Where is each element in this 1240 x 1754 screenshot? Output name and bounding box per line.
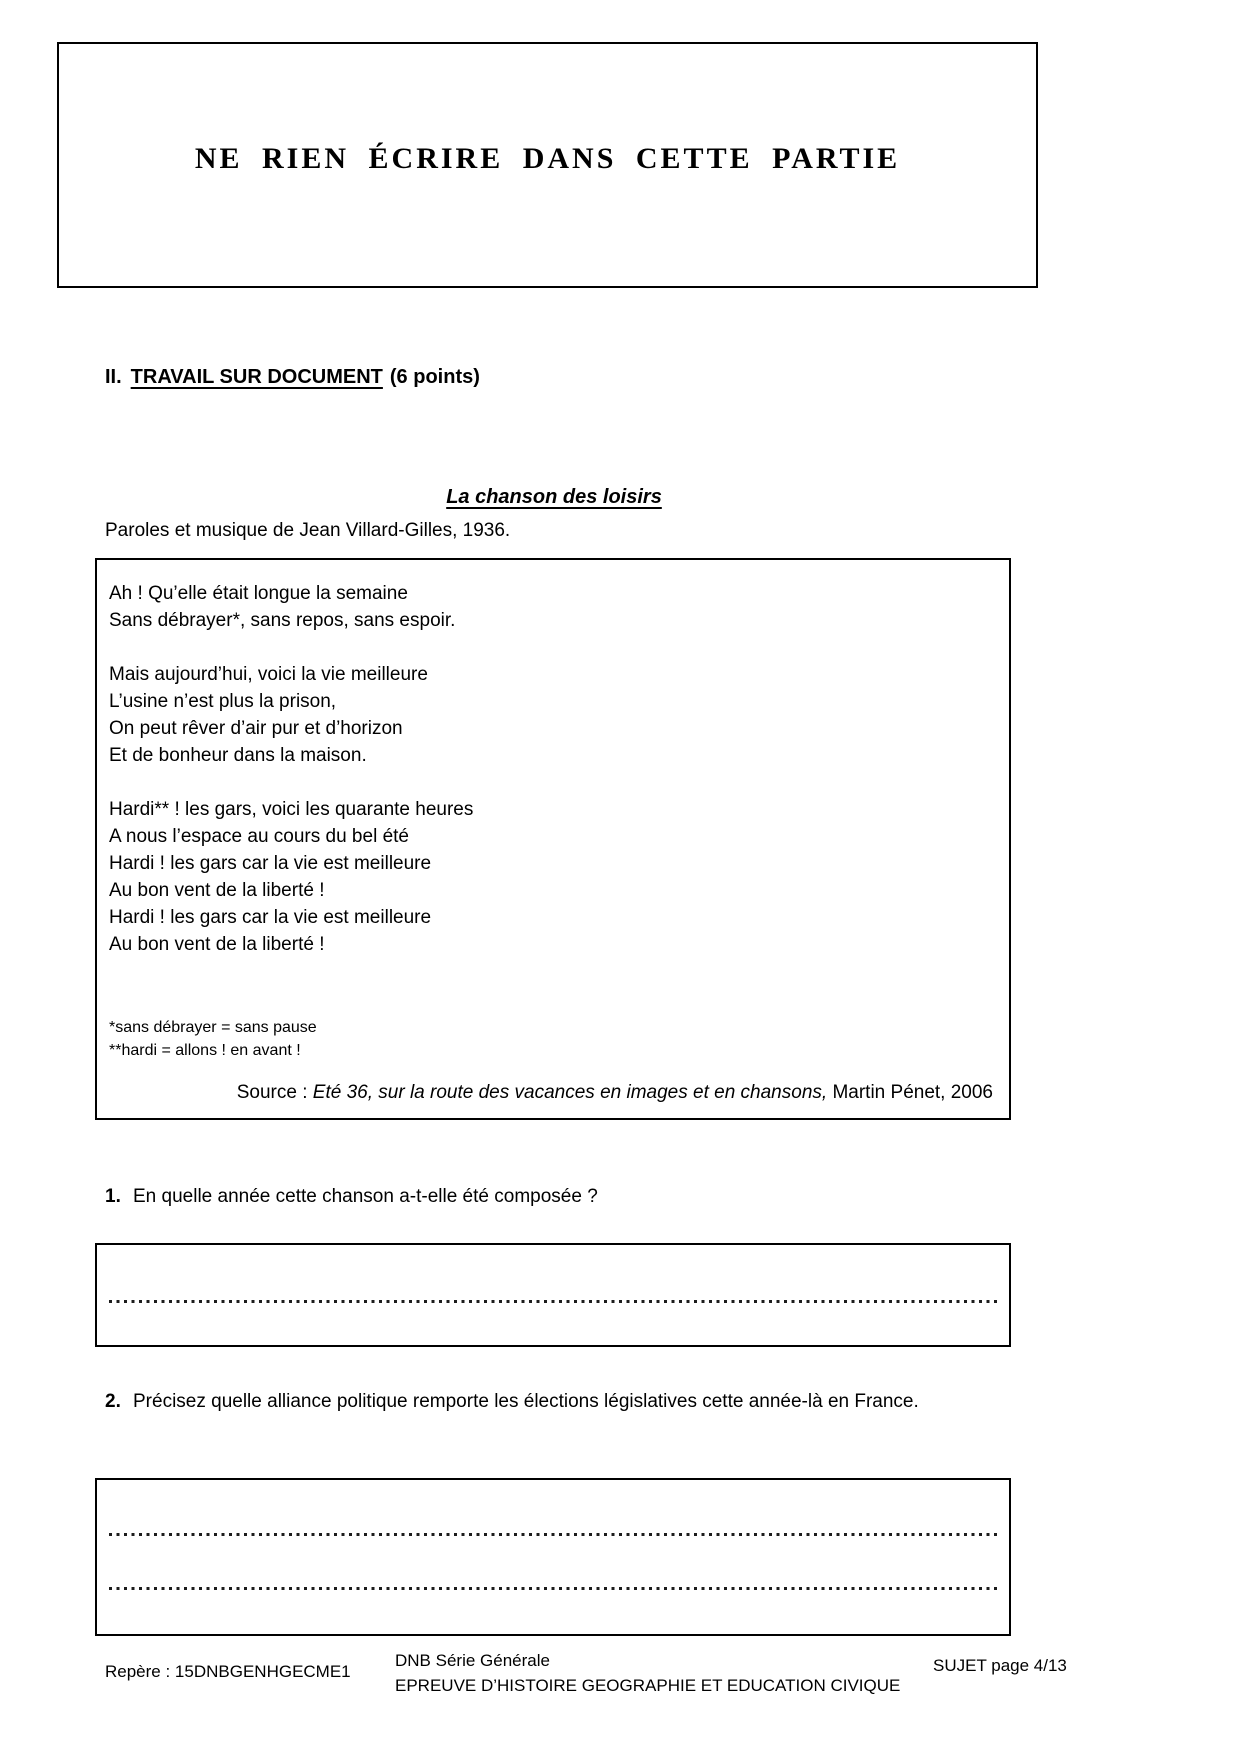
lyric-line: L’usine n’est plus la prison, bbox=[109, 691, 337, 712]
lyric-line: Au bon vent de la liberté ! bbox=[109, 934, 325, 955]
lyric-line: Et de bonheur dans la maison. bbox=[109, 745, 367, 766]
lyric-line: On peut rêver d’air pur et d’horizon bbox=[109, 718, 403, 739]
footer-page-number: SUJET page 4/13 bbox=[933, 1656, 1067, 1675]
section-title: TRAVAIL SUR DOCUMENT bbox=[130, 366, 383, 388]
answer-dotted-line bbox=[109, 1533, 998, 1536]
footer-exam-title bbox=[395, 1648, 900, 1698]
lyric-line: Sans débrayer*, sans repos, sans espoir. bbox=[109, 610, 456, 631]
stanza-2 bbox=[109, 661, 997, 769]
lyric-line: Mais aujourd’hui, voici la vie meilleure bbox=[109, 664, 428, 685]
section-numeral: II. bbox=[105, 366, 122, 388]
stanza-3 bbox=[109, 796, 997, 958]
source-prefix: Source : bbox=[236, 1082, 313, 1103]
footer-reference: Repère : 15DNBGENHGECME1 bbox=[105, 1662, 351, 1681]
do-not-write-text: NE RIEN ÉCRIRE DANS CETTE PARTIE bbox=[194, 142, 901, 175]
do-not-write-box bbox=[57, 42, 1038, 288]
lyric-line: A nous l’espace au cours du bel été bbox=[109, 826, 409, 847]
stanza-1 bbox=[109, 580, 997, 634]
lyric-line: Hardi ! les gars car la vie est meilleure bbox=[109, 853, 432, 874]
source-line bbox=[109, 1080, 997, 1106]
footnote: **hardi = allons ! en avant ! bbox=[109, 1042, 301, 1059]
question-1 bbox=[105, 1183, 1013, 1210]
answer-box-2 bbox=[95, 1478, 1011, 1636]
question-2-number: 2. bbox=[105, 1391, 121, 1412]
source-work-title: Eté 36, sur la route des vacances en images et en chansons, bbox=[312, 1082, 828, 1103]
question-2-text: Précisez quelle alliance politique remporte les élections législatives cette année-là en France. bbox=[133, 1391, 919, 1412]
lyric-line: Ah ! Qu’elle était longue la semaine bbox=[109, 583, 408, 604]
lyric-line: Au bon vent de la liberté ! bbox=[109, 880, 325, 901]
section-points: (6 points) bbox=[389, 366, 480, 388]
section-heading bbox=[105, 366, 480, 389]
footnote: *sans débrayer = sans pause bbox=[109, 1019, 317, 1036]
song-byline: Paroles et musique de Jean Villard-Gilles, 1936. bbox=[105, 520, 511, 541]
lyric-line: Hardi** ! les gars, voici les quarante heures bbox=[109, 799, 474, 820]
footnotes bbox=[109, 1016, 997, 1062]
answer-dotted-line bbox=[109, 1587, 998, 1590]
song-title: La chanson des loisirs bbox=[446, 486, 662, 508]
question-1-text: En quelle année cette chanson a-t-elle été composée ? bbox=[133, 1186, 598, 1207]
answer-dotted-line bbox=[109, 1300, 998, 1303]
song-lyrics-box bbox=[95, 558, 1011, 1120]
question-1-number: 1. bbox=[105, 1186, 121, 1207]
lyric-line: Hardi ! les gars car la vie est meilleure bbox=[109, 907, 432, 928]
question-2 bbox=[105, 1388, 1013, 1415]
answer-box-1 bbox=[95, 1243, 1011, 1347]
footer-exam-subject: EPREUVE D’HISTOIRE GEOGRAPHIE ET EDUCATION CIVIQUE bbox=[395, 1676, 901, 1695]
source-suffix: Martin Pénet, 2006 bbox=[827, 1082, 993, 1103]
footer-exam-series: DNB Série Générale bbox=[395, 1651, 550, 1670]
